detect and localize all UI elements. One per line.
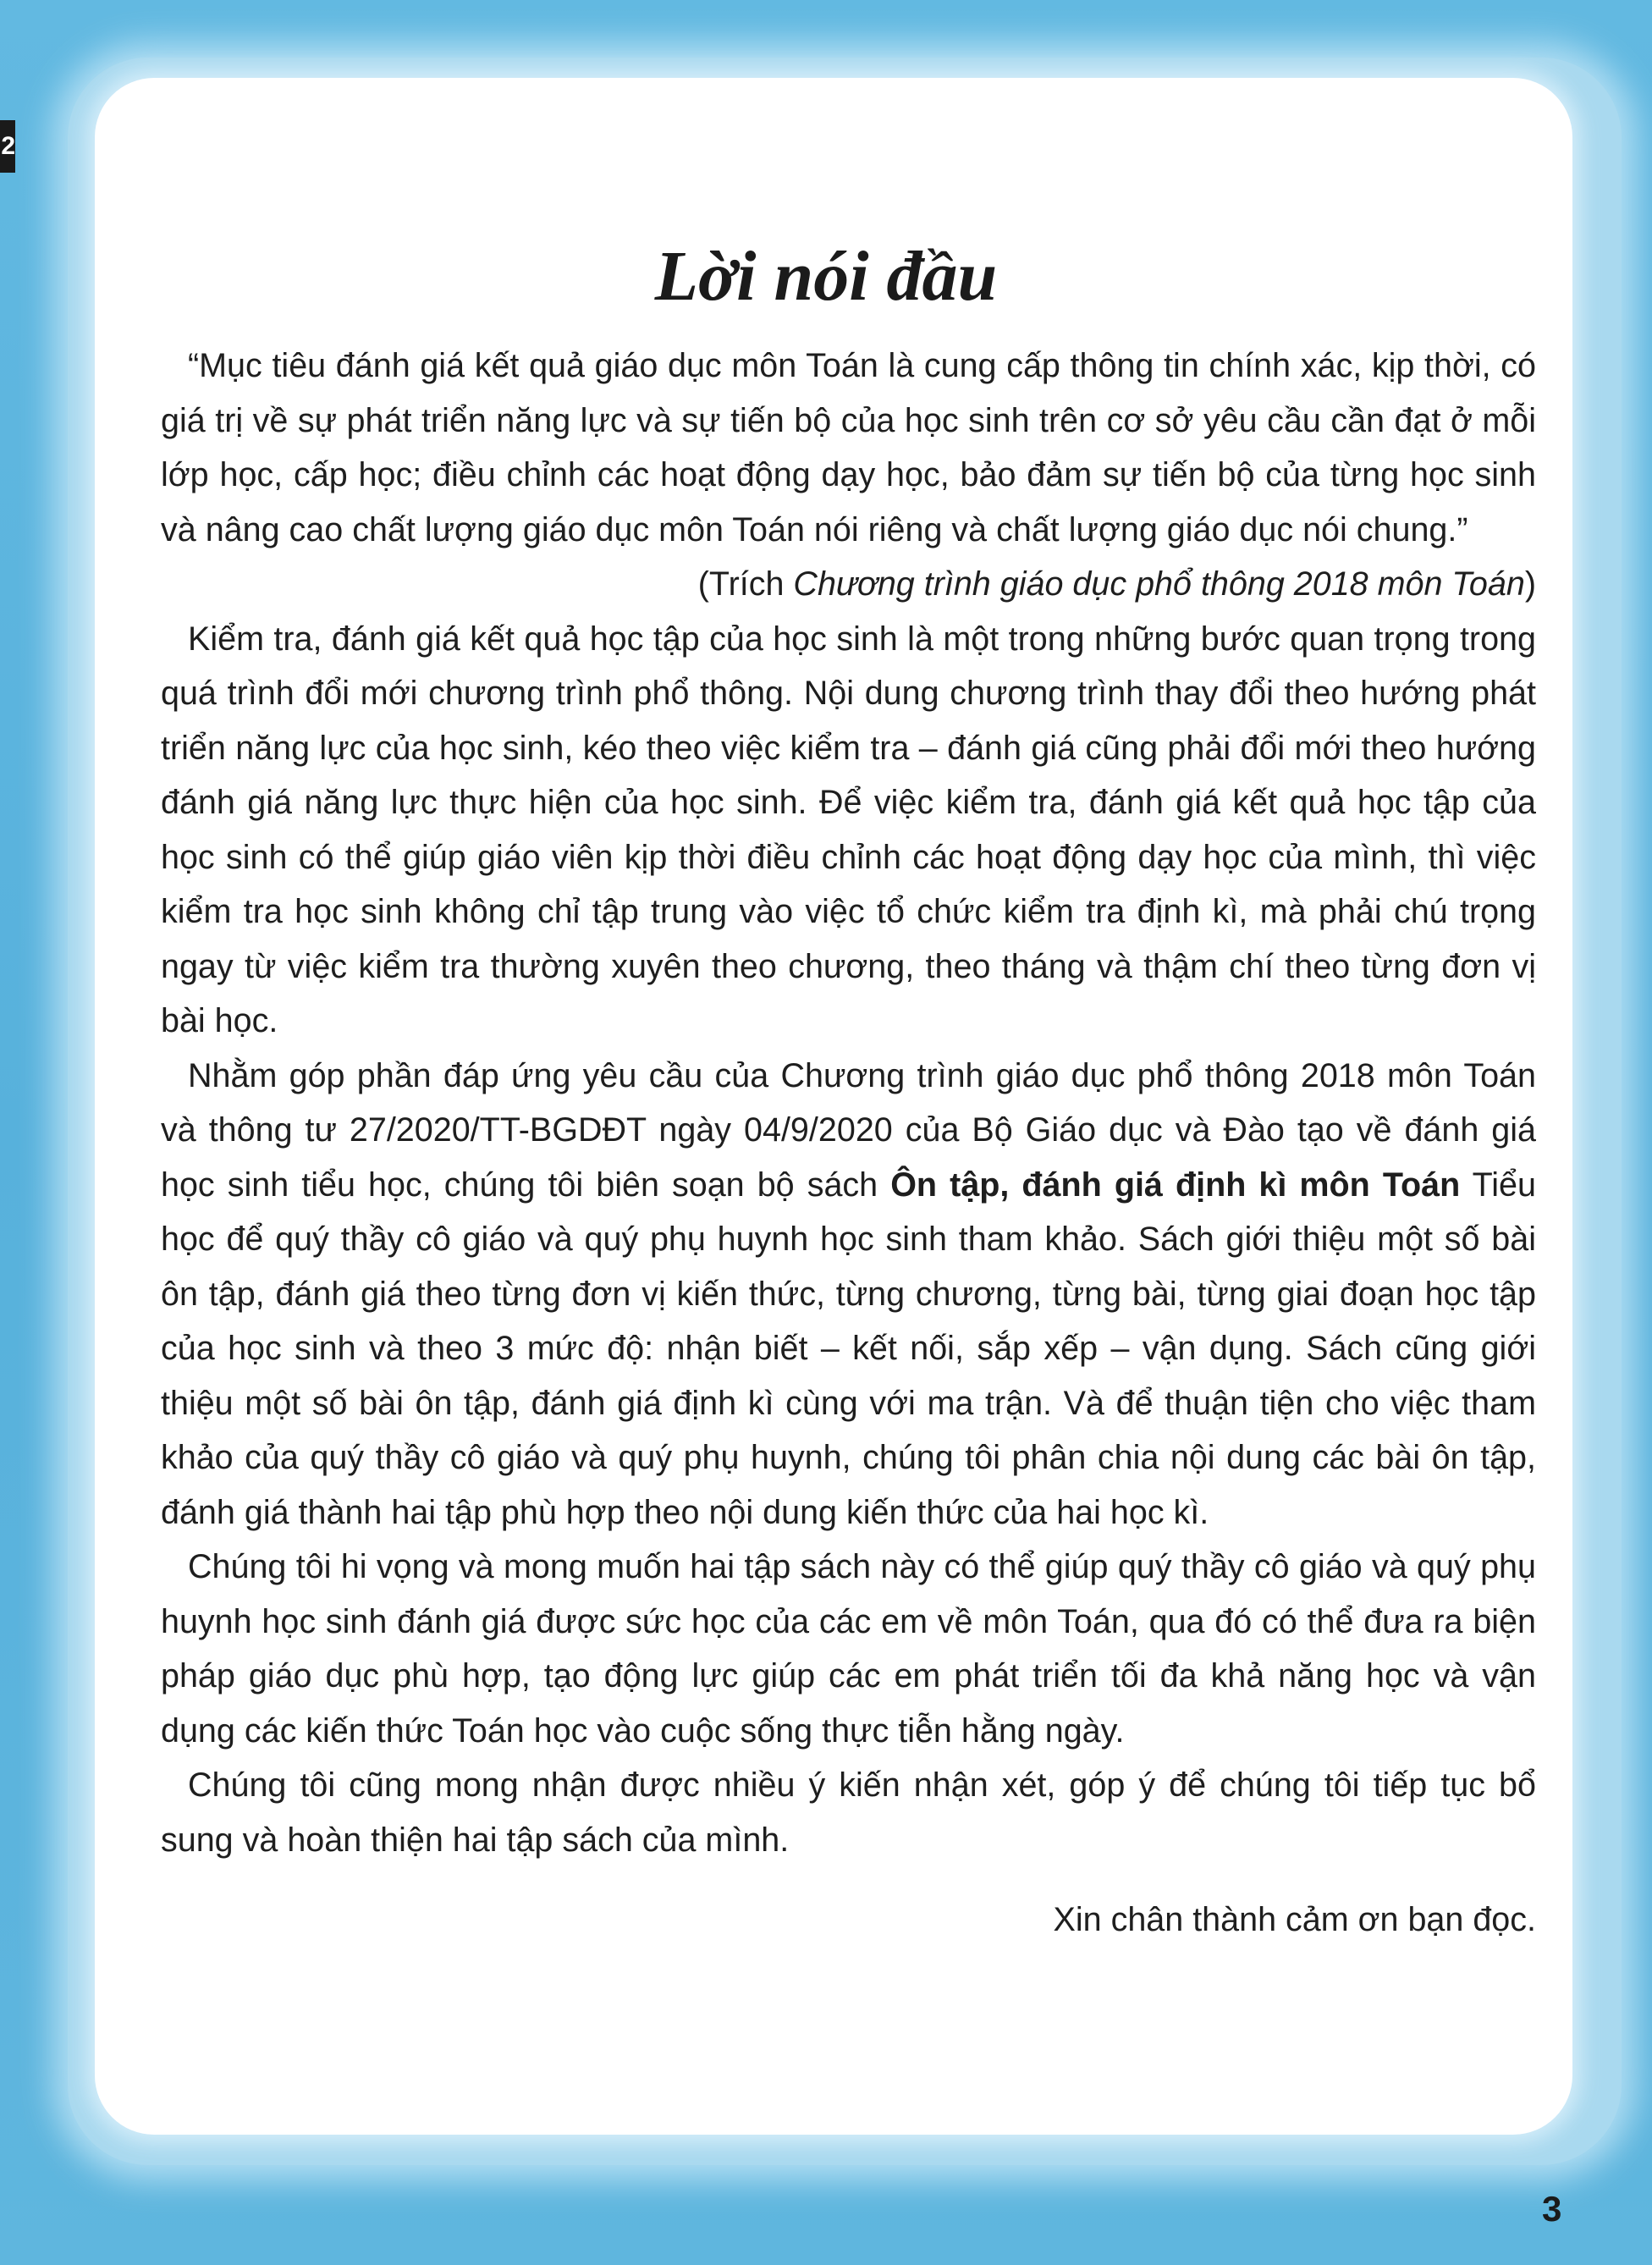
citation-source: Chương trình giáo dục phổ thông 2018 môn Toán: [793, 565, 1525, 603]
preface-body: [161, 339, 1536, 1948]
citation-suffix: ): [1524, 565, 1536, 603]
edge-tab-label: 2: [1, 132, 15, 160]
page-title: Lời nói đầu: [654, 237, 998, 316]
book-intro-text-start: Nhằm góp phần đáp ứng yêu cầu của Chương trình giáo dục phổ thông 2018 môn Toán và thông tư 27/2020/TT-BGDĐT ngày 04/9/2020 của Bộ Giáo dục và Đào tạo về đánh giá học sinh tiểu học, chúng tôi biên soạn bộ sách: [161, 1056, 1536, 1204]
quote-citation: [161, 557, 1536, 612]
signoff: Xin chân thành cảm ơn bạn đọc.: [1053, 1901, 1536, 1938]
paragraph-feedback: Chúng tôi cũng mong nhận được nhiều ý kiến nhận xét, góp ý để chúng tôi tiếp tục bổ sung và hoàn thiện hai tập sách của mình.: [161, 1766, 1536, 1859]
paragraph-book-intro: [161, 1049, 1536, 1540]
book-intro-text-end: Tiểu học để quý thầy cô giáo và quý phụ huynh học sinh tham khảo. Sách giới thiệu một số bài ôn tập, đánh giá theo từng đơn vị kiến thức, từng chương, từng bài, từng giai đoạn học tập của học sinh và theo 3 mức độ: nhận biết – kết nối, sắp xếp – vận dụng. Sách cũng giới thiệu một số bài ôn tập, đánh giá định kì cùng với ma trận. Và để thuận tiện cho việc tham khảo của quý thầy cô giáo và quý phụ huynh, chúng tôi phân chia nội dung các bài ôn tập, đánh giá thành hai tập phù hợp theo nội dung kiến thức của hai học kì.: [161, 1166, 1536, 1531]
paragraph-hopes: Chúng tôi hi vọng và mong muốn hai tập sách này có thể giúp quý thầy cô giáo và quý phụ huynh học sinh đánh giá được sức học của các em về môn Toán, qua đó có thể đưa ra biện pháp giáo dục phù hợp, tạo động lực giúp các em phát triển tối đa khả năng học và vận dụng các kiến thức Toán học vào cuộc sống thực tiễn hằng ngày.: [161, 1548, 1536, 1750]
paragraph-assessment: Kiểm tra, đánh giá kết quả học tập của học sinh là một trong những bước quan trọng trong quá trình đổi mới chương trình phổ thông. Nội dung chương trình thay đổi theo hướng phát triển năng lực của học sinh, kéo theo việc kiểm tra – đánh giá cũng phải đổi mới theo hướng đánh giá năng lực thực hiện của học sinh. Để việc kiểm tra, đánh giá kết quả học tập của học sinh có thể giúp giáo viên kịp thời điều chỉnh các hoạt động dạy học của mình, thì việc kiểm tra học sinh không chỉ tập trung vào việc tổ chức kiểm tra định kì, mà phải chú trọng ngay từ việc kiểm tra thường xuyên theo chương, theo tháng và thậm chí theo từng đơn vị bài học.: [161, 620, 1536, 1039]
book-series-title: Ôn tập, đánh giá định kì môn Toán: [890, 1166, 1461, 1204]
citation-prefix: (Trích: [697, 565, 794, 603]
curriculum-quote: “Mục tiêu đánh giá kết quả giáo dục môn Toán là cung cấp thông tin chính xác, kịp thời, có giá trị về sự phát triển năng lực và sự tiến bộ của học sinh trên cơ sở yêu cầu cần đạt ở mỗi lớp học, cấp học; điều chỉnh các hoạt động dạy học, bảo đảm sự tiến bộ của từng học sinh và nâng cao chất lượng giáo dục môn Toán nói riêng và chất lượng giáo dục nói chung.”: [161, 347, 1536, 548]
edge-tab: [0, 120, 15, 173]
page-number: 3: [1542, 2189, 1562, 2229]
